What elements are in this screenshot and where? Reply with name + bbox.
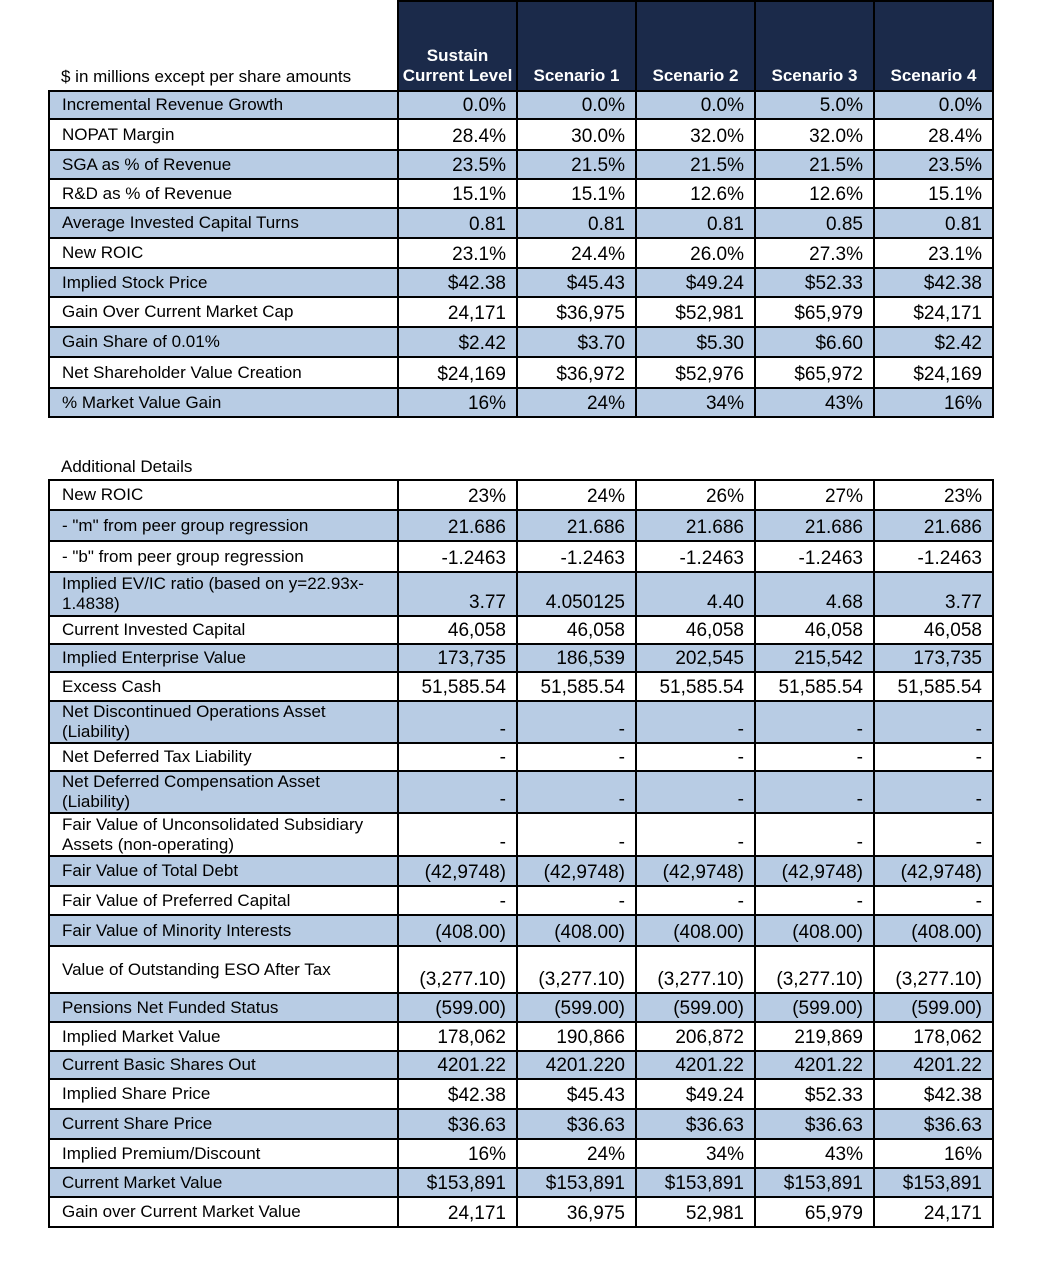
value-cell-col-1: 3.77 xyxy=(398,572,517,616)
units-caption: $ in millions except per share amounts xyxy=(49,1,398,91)
value-cell-col-1: 28.4% xyxy=(398,119,517,150)
summary-row xyxy=(49,268,993,297)
value-cell-col-1: (42,9748) xyxy=(398,856,517,886)
value-cell-col-5: 23.1% xyxy=(874,238,993,268)
row-label: Implied EV/IC ratio (based on y=22.93x-1.4838) xyxy=(49,572,398,616)
value-cell-col-2: $36,975 xyxy=(517,297,636,327)
value-cell-col-4: 65,979 xyxy=(755,1197,874,1227)
value-cell-col-4: (599.00) xyxy=(755,993,874,1022)
value-cell-col-3: $52,981 xyxy=(636,297,755,327)
value-cell-col-2: 36,975 xyxy=(517,1197,636,1227)
details-row xyxy=(49,541,993,572)
value-cell-col-4: $52.33 xyxy=(755,268,874,297)
value-cell-col-3: - xyxy=(636,813,755,856)
value-cell-col-1: $24,169 xyxy=(398,357,517,388)
summary-row xyxy=(49,119,993,150)
header-scenario-4: Scenario 4 xyxy=(874,1,993,91)
value-cell-col-1: 16% xyxy=(398,1139,517,1168)
value-cell-col-5: 23% xyxy=(874,480,993,510)
value-cell-col-1: 51,585.54 xyxy=(398,672,517,701)
details-row xyxy=(49,946,993,993)
row-label: Implied Premium/Discount xyxy=(49,1139,398,1168)
value-cell-col-3: 12.6% xyxy=(636,179,755,208)
value-cell-col-5: 0.0% xyxy=(874,91,993,119)
row-label: Incremental Revenue Growth xyxy=(49,91,398,119)
value-cell-col-2: 190,866 xyxy=(517,1022,636,1051)
summary-row xyxy=(49,179,993,208)
additional-details-table xyxy=(48,454,994,1228)
value-cell-col-2: - xyxy=(517,886,636,915)
row-label: Current Market Value xyxy=(49,1168,398,1197)
value-cell-col-1: $42.38 xyxy=(398,1079,517,1109)
value-cell-col-1: 173,735 xyxy=(398,644,517,672)
row-label: Current Basic Shares Out xyxy=(49,1051,398,1079)
value-cell-col-4: - xyxy=(755,886,874,915)
value-cell-col-3: $153,891 xyxy=(636,1168,755,1197)
value-cell-col-2: 15.1% xyxy=(517,179,636,208)
row-label: Excess Cash xyxy=(49,672,398,701)
value-cell-col-4: 43% xyxy=(755,1139,874,1168)
value-cell-col-4: (42,9748) xyxy=(755,856,874,886)
value-cell-col-1: (408.00) xyxy=(398,915,517,946)
summary-row xyxy=(49,208,993,238)
value-cell-col-3: 51,585.54 xyxy=(636,672,755,701)
value-cell-col-3: 4201.22 xyxy=(636,1051,755,1079)
value-cell-col-3: (42,9748) xyxy=(636,856,755,886)
summary-row xyxy=(49,388,993,417)
value-cell-col-1: 178,062 xyxy=(398,1022,517,1051)
value-cell-col-2: 0.81 xyxy=(517,208,636,238)
value-cell-col-5: 15.1% xyxy=(874,179,993,208)
value-cell-col-5: 51,585.54 xyxy=(874,672,993,701)
value-cell-col-1: 23.5% xyxy=(398,150,517,179)
row-label: - "m" from peer group regression xyxy=(49,510,398,541)
value-cell-col-3: - xyxy=(636,886,755,915)
details-row xyxy=(49,616,993,644)
value-cell-col-1: 24,171 xyxy=(398,1197,517,1227)
value-cell-col-2: 186,539 xyxy=(517,644,636,672)
value-cell-col-3: 32.0% xyxy=(636,119,755,150)
row-label: Implied Market Value xyxy=(49,1022,398,1051)
row-label: - "b" from peer group regression xyxy=(49,541,398,572)
value-cell-col-3: 46,058 xyxy=(636,616,755,644)
summary-row xyxy=(49,357,993,388)
value-cell-col-3: 52,981 xyxy=(636,1197,755,1227)
value-cell-col-2: 24% xyxy=(517,1139,636,1168)
value-cell-col-5: $42.38 xyxy=(874,1079,993,1109)
value-cell-col-3: 26.0% xyxy=(636,238,755,268)
row-label: R&D as % of Revenue xyxy=(49,179,398,208)
value-cell-col-4: 219,869 xyxy=(755,1022,874,1051)
value-cell-col-1: $42.38 xyxy=(398,268,517,297)
row-label: Current Invested Capital xyxy=(49,616,398,644)
value-cell-col-2: - xyxy=(517,813,636,856)
row-label: Gain Share of 0.01% xyxy=(49,327,398,357)
row-label: New ROIC xyxy=(49,480,398,510)
value-cell-col-1: - xyxy=(398,771,517,813)
value-cell-col-4: 12.6% xyxy=(755,179,874,208)
value-cell-col-5: - xyxy=(874,813,993,856)
scenario-summary-table xyxy=(48,0,994,418)
value-cell-col-4: $6.60 xyxy=(755,327,874,357)
value-cell-col-1: 21.686 xyxy=(398,510,517,541)
row-label: Net Deferred Compensation Asset (Liability) xyxy=(49,771,398,813)
value-cell-col-2: $3.70 xyxy=(517,327,636,357)
value-cell-col-4: 215,542 xyxy=(755,644,874,672)
row-label: Fair Value of Total Debt xyxy=(49,856,398,886)
details-row xyxy=(49,743,993,771)
value-cell-col-3: -1.2463 xyxy=(636,541,755,572)
row-label: Pensions Net Funded Status xyxy=(49,993,398,1022)
value-cell-col-4: $65,979 xyxy=(755,297,874,327)
value-cell-col-2: 21.5% xyxy=(517,150,636,179)
row-label: NOPAT Margin xyxy=(49,119,398,150)
details-row xyxy=(49,1079,993,1109)
value-cell-col-4: 43% xyxy=(755,388,874,417)
value-cell-col-5: 21.686 xyxy=(874,510,993,541)
value-cell-col-3: - xyxy=(636,701,755,743)
value-cell-col-3: $52,976 xyxy=(636,357,755,388)
value-cell-col-5: - xyxy=(874,701,993,743)
row-label: New ROIC xyxy=(49,238,398,268)
details-row xyxy=(49,480,993,510)
value-cell-col-2: 46,058 xyxy=(517,616,636,644)
header-sustain-current-level: Sustain Current Level xyxy=(398,1,517,91)
details-row xyxy=(49,701,993,743)
value-cell-col-5: 23.5% xyxy=(874,150,993,179)
value-cell-col-1: $153,891 xyxy=(398,1168,517,1197)
value-cell-col-5: 178,062 xyxy=(874,1022,993,1051)
value-cell-col-5: 173,735 xyxy=(874,644,993,672)
value-cell-col-3: (599.00) xyxy=(636,993,755,1022)
value-cell-col-2: 21.686 xyxy=(517,510,636,541)
header-scenario-3: Scenario 3 xyxy=(755,1,874,91)
details-row xyxy=(49,1139,993,1168)
row-label: SGA as % of Revenue xyxy=(49,150,398,179)
value-cell-col-4: 51,585.54 xyxy=(755,672,874,701)
value-cell-col-3: 206,872 xyxy=(636,1022,755,1051)
value-cell-col-1: - xyxy=(398,886,517,915)
row-label: Fair Value of Minority Interests xyxy=(49,915,398,946)
value-cell-col-5: $153,891 xyxy=(874,1168,993,1197)
value-cell-col-1: 46,058 xyxy=(398,616,517,644)
header-scenario-1: Scenario 1 xyxy=(517,1,636,91)
details-row xyxy=(49,1109,993,1139)
details-row xyxy=(49,644,993,672)
value-cell-col-1: 4201.22 xyxy=(398,1051,517,1079)
value-cell-col-2: $45.43 xyxy=(517,268,636,297)
value-cell-col-1: 24,171 xyxy=(398,297,517,327)
value-cell-col-5: -1.2463 xyxy=(874,541,993,572)
value-cell-col-4: - xyxy=(755,813,874,856)
value-cell-col-5: (42,9748) xyxy=(874,856,993,886)
row-label: Net Shareholder Value Creation xyxy=(49,357,398,388)
value-cell-col-4: 27% xyxy=(755,480,874,510)
value-cell-col-2: 24% xyxy=(517,480,636,510)
value-cell-col-5: 46,058 xyxy=(874,616,993,644)
value-cell-col-2: $36,972 xyxy=(517,357,636,388)
details-row xyxy=(49,771,993,813)
value-cell-col-2: - xyxy=(517,771,636,813)
value-cell-col-3: $49.24 xyxy=(636,268,755,297)
summary-row xyxy=(49,238,993,268)
header-scenario-2: Scenario 2 xyxy=(636,1,755,91)
summary-row xyxy=(49,327,993,357)
details-row xyxy=(49,1022,993,1051)
value-cell-col-1: (3,277.10) xyxy=(398,946,517,993)
value-cell-col-3: 202,545 xyxy=(636,644,755,672)
value-cell-col-4: 5.0% xyxy=(755,91,874,119)
value-cell-col-2: (3,277.10) xyxy=(517,946,636,993)
value-cell-col-3: $36.63 xyxy=(636,1109,755,1139)
row-label: Implied Share Price xyxy=(49,1079,398,1109)
value-cell-col-2: $153,891 xyxy=(517,1168,636,1197)
value-cell-col-3: 21.5% xyxy=(636,150,755,179)
value-cell-col-3: (3,277.10) xyxy=(636,946,755,993)
details-title-row xyxy=(49,454,993,480)
value-cell-col-5: (599.00) xyxy=(874,993,993,1022)
row-label: Net Deferred Tax Liability xyxy=(49,743,398,771)
value-cell-col-2: -1.2463 xyxy=(517,541,636,572)
value-cell-col-2: - xyxy=(517,701,636,743)
value-cell-col-5: $24,169 xyxy=(874,357,993,388)
value-cell-col-4: 0.85 xyxy=(755,208,874,238)
value-cell-col-1: 15.1% xyxy=(398,179,517,208)
value-cell-col-3: 34% xyxy=(636,1139,755,1168)
value-cell-col-1: $36.63 xyxy=(398,1109,517,1139)
value-cell-col-4: 27.3% xyxy=(755,238,874,268)
value-cell-col-1: 0.0% xyxy=(398,91,517,119)
value-cell-col-3: - xyxy=(636,771,755,813)
value-cell-col-4: - xyxy=(755,743,874,771)
value-cell-col-5: (408.00) xyxy=(874,915,993,946)
row-label: Gain Over Current Market Cap xyxy=(49,297,398,327)
value-cell-col-5: 16% xyxy=(874,388,993,417)
value-cell-col-2: (599.00) xyxy=(517,993,636,1022)
value-cell-col-5: $24,171 xyxy=(874,297,993,327)
value-cell-col-2: $36.63 xyxy=(517,1109,636,1139)
value-cell-col-1: - xyxy=(398,743,517,771)
value-cell-col-4: - xyxy=(755,701,874,743)
value-cell-col-4: (3,277.10) xyxy=(755,946,874,993)
value-cell-col-2: 24.4% xyxy=(517,238,636,268)
value-cell-col-5: $2.42 xyxy=(874,327,993,357)
value-cell-col-3: (408.00) xyxy=(636,915,755,946)
details-row xyxy=(49,915,993,946)
row-label: Gain over Current Market Value xyxy=(49,1197,398,1227)
value-cell-col-5: (3,277.10) xyxy=(874,946,993,993)
details-title: Additional Details xyxy=(49,454,993,480)
value-cell-col-4: 21.5% xyxy=(755,150,874,179)
summary-row xyxy=(49,91,993,119)
row-label: Net Discontinued Operations Asset (Liability) xyxy=(49,701,398,743)
value-cell-col-2: 30.0% xyxy=(517,119,636,150)
value-cell-col-3: 4.40 xyxy=(636,572,755,616)
value-cell-col-5: - xyxy=(874,771,993,813)
value-cell-col-2: 24% xyxy=(517,388,636,417)
value-cell-col-3: - xyxy=(636,743,755,771)
value-cell-col-5: 4201.22 xyxy=(874,1051,993,1079)
value-cell-col-2: - xyxy=(517,743,636,771)
value-cell-col-5: - xyxy=(874,743,993,771)
value-cell-col-5: 3.77 xyxy=(874,572,993,616)
details-row xyxy=(49,672,993,701)
value-cell-col-4: -1.2463 xyxy=(755,541,874,572)
value-cell-col-4: 4.68 xyxy=(755,572,874,616)
value-cell-col-1: (599.00) xyxy=(398,993,517,1022)
details-row xyxy=(49,1197,993,1227)
value-cell-col-4: 4201.22 xyxy=(755,1051,874,1079)
value-cell-col-5: 24,171 xyxy=(874,1197,993,1227)
row-label: Fair Value of Preferred Capital xyxy=(49,886,398,915)
value-cell-col-2: (408.00) xyxy=(517,915,636,946)
row-label: Average Invested Capital Turns xyxy=(49,208,398,238)
summary-row xyxy=(49,297,993,327)
value-cell-col-1: - xyxy=(398,813,517,856)
value-cell-col-3: $5.30 xyxy=(636,327,755,357)
value-cell-col-1: 23.1% xyxy=(398,238,517,268)
details-row xyxy=(49,1168,993,1197)
details-row xyxy=(49,572,993,616)
row-label: Implied Stock Price xyxy=(49,268,398,297)
value-cell-col-1: 16% xyxy=(398,388,517,417)
value-cell-col-5: 28.4% xyxy=(874,119,993,150)
details-row xyxy=(49,1051,993,1079)
value-cell-col-4: - xyxy=(755,771,874,813)
header-row xyxy=(49,1,993,91)
value-cell-col-1: 0.81 xyxy=(398,208,517,238)
value-cell-col-4: 21.686 xyxy=(755,510,874,541)
value-cell-col-1: $2.42 xyxy=(398,327,517,357)
value-cell-col-3: 0.81 xyxy=(636,208,755,238)
value-cell-col-4: $52.33 xyxy=(755,1079,874,1109)
row-label: Value of Outstanding ESO After Tax xyxy=(49,946,398,993)
value-cell-col-3: $49.24 xyxy=(636,1079,755,1109)
value-cell-col-2: 0.0% xyxy=(517,91,636,119)
row-label: Fair Value of Unconsolidated Subsidiary Assets (non-operating) xyxy=(49,813,398,856)
value-cell-col-2: 4.050125 xyxy=(517,572,636,616)
value-cell-col-3: 34% xyxy=(636,388,755,417)
value-cell-col-2: 51,585.54 xyxy=(517,672,636,701)
value-cell-col-2: $45.43 xyxy=(517,1079,636,1109)
value-cell-col-5: 16% xyxy=(874,1139,993,1168)
row-label: Implied Enterprise Value xyxy=(49,644,398,672)
value-cell-col-3: 21.686 xyxy=(636,510,755,541)
details-row xyxy=(49,813,993,856)
value-cell-col-4: 32.0% xyxy=(755,119,874,150)
value-cell-col-5: - xyxy=(874,886,993,915)
value-cell-col-5: 0.81 xyxy=(874,208,993,238)
value-cell-col-2: 4201.220 xyxy=(517,1051,636,1079)
value-cell-col-4: $153,891 xyxy=(755,1168,874,1197)
value-cell-col-5: $42.38 xyxy=(874,268,993,297)
value-cell-col-3: 0.0% xyxy=(636,91,755,119)
value-cell-col-2: (42,9748) xyxy=(517,856,636,886)
row-label: % Market Value Gain xyxy=(49,388,398,417)
summary-row xyxy=(49,150,993,179)
details-row xyxy=(49,856,993,886)
value-cell-col-3: 26% xyxy=(636,480,755,510)
value-cell-col-5: $36.63 xyxy=(874,1109,993,1139)
details-row xyxy=(49,886,993,915)
value-cell-col-4: $65,972 xyxy=(755,357,874,388)
value-cell-col-4: $36.63 xyxy=(755,1109,874,1139)
value-cell-col-4: 46,058 xyxy=(755,616,874,644)
value-cell-col-4: (408.00) xyxy=(755,915,874,946)
details-row xyxy=(49,510,993,541)
value-cell-col-1: - xyxy=(398,701,517,743)
value-cell-col-1: 23% xyxy=(398,480,517,510)
row-label: Current Share Price xyxy=(49,1109,398,1139)
value-cell-col-1: -1.2463 xyxy=(398,541,517,572)
details-row xyxy=(49,993,993,1022)
